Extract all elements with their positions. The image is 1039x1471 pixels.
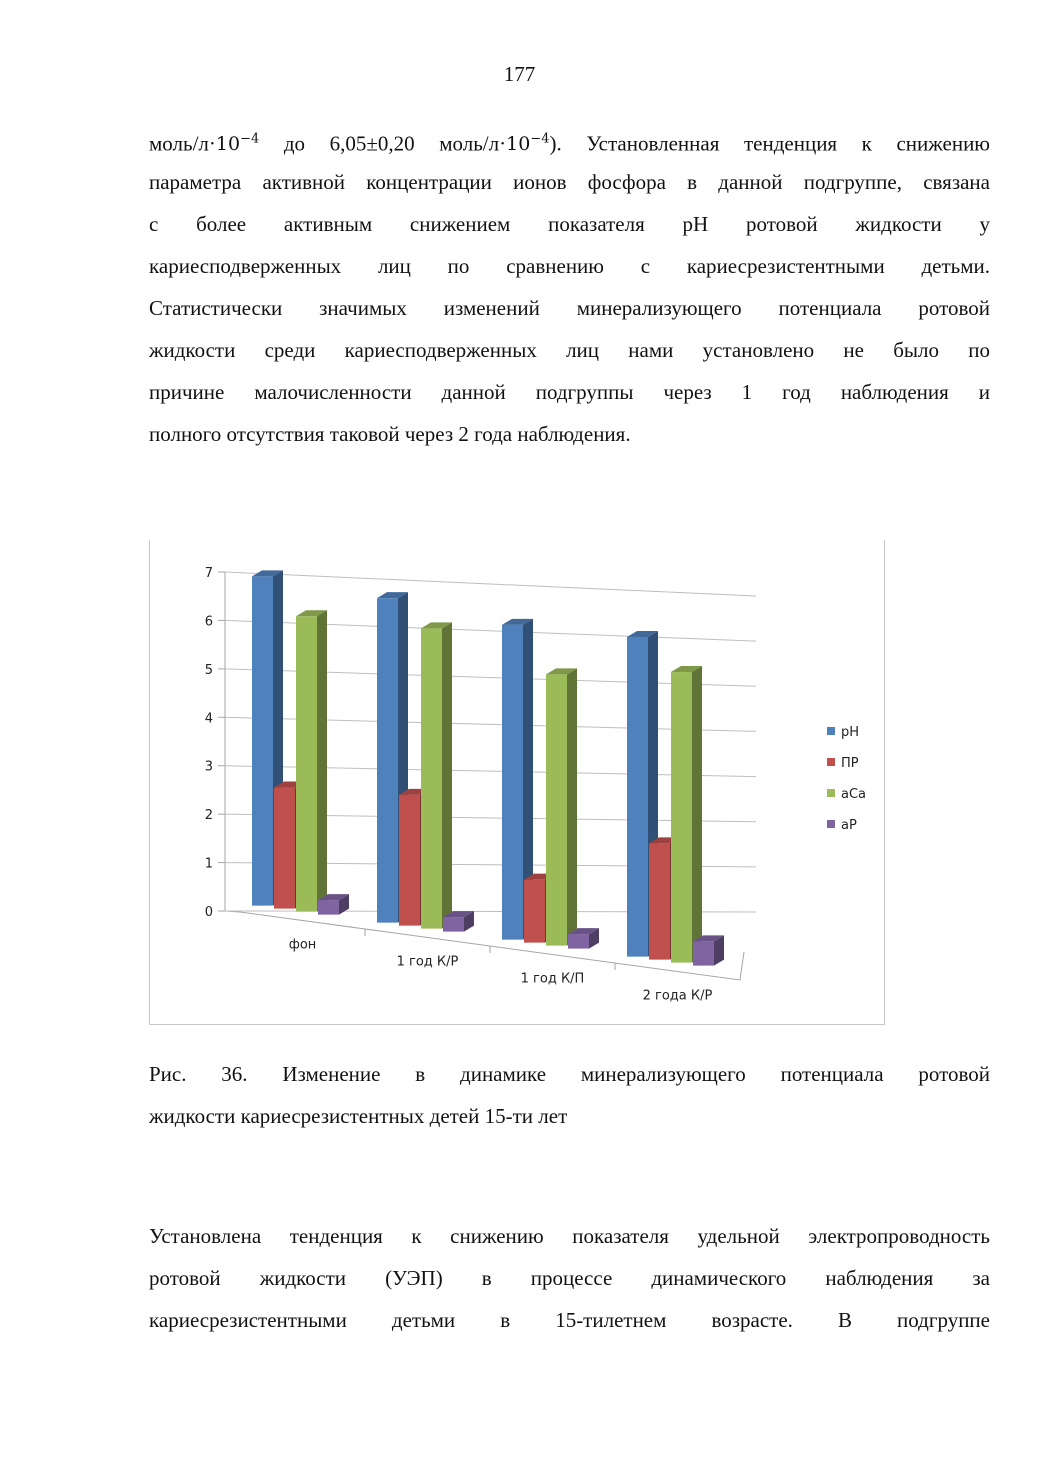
chart-container <box>149 540 885 1025</box>
y-tick-label: 7 <box>204 566 213 581</box>
body-paragraph-2 <box>149 1215 990 1341</box>
gridline <box>225 572 756 596</box>
legend-label: aP <box>841 818 857 833</box>
bar <box>421 622 452 928</box>
legend-label: aCa <box>841 787 867 802</box>
bar-front <box>649 843 670 959</box>
text-fragment: ). Установленная тенденция к снижению <box>549 131 990 156</box>
bar-front <box>568 934 589 949</box>
bar-front <box>546 674 567 945</box>
paragraph-line: Установлена тенденция к снижению показателя удельной электропроводность <box>149 1224 990 1248</box>
bar-side <box>567 668 577 945</box>
x-tick-label: 1 год К/Р <box>396 954 459 970</box>
bar-side <box>317 610 327 911</box>
bar-front <box>693 941 714 965</box>
caption-line: жидкости кариесрезистентных детей 15-ти лет <box>149 1104 568 1128</box>
bar-front <box>399 795 420 926</box>
legend-label: ПР <box>841 756 859 771</box>
bar-front <box>318 900 339 915</box>
body-paragraph-1 <box>149 119 990 455</box>
page-number: 177 <box>503 62 536 86</box>
paragraph-line: параметра активной концентрации ионов фосфора в данной подгруппе, связана <box>149 170 990 194</box>
paragraph-line: кариесрезистентными детьми в 15-тилетнем возрасте. В подгруппе <box>149 1308 990 1332</box>
figure-caption <box>149 1053 990 1137</box>
bar-front <box>502 625 523 940</box>
y-tick-label: 2 <box>204 808 213 824</box>
y-tick-label: 3 <box>204 759 213 775</box>
bar-front <box>274 788 295 909</box>
text-fragment: до 6,05±0,20 моль/л· <box>259 131 507 156</box>
paragraph-line: Статистически значимых изменений минерализующего потенциала ротовой <box>149 296 990 320</box>
math-base: 10 <box>506 133 531 156</box>
y-tick-label: 4 <box>204 711 213 727</box>
y-tick-label: 5 <box>204 662 213 678</box>
bar-front <box>377 598 398 922</box>
paragraph-line: жидкости среди кариесподверженных лиц нами установлено не было по <box>149 338 990 362</box>
paragraph-line: ротовой жидкости (УЭП) в процессе динамического наблюдения за <box>149 1266 990 1290</box>
math-exponent: −4 <box>530 132 550 147</box>
y-tick-label: 0 <box>204 905 213 920</box>
legend-label: pH <box>841 725 860 740</box>
y-axis-ticks <box>205 566 213 920</box>
paragraph-line: причине малочисленности данной подгруппы через 1 год наблюдения и <box>149 380 990 404</box>
bar-front <box>443 917 464 932</box>
legend-swatch <box>827 727 835 735</box>
axis-wall <box>225 572 240 912</box>
paragraph-line <box>149 119 990 161</box>
bar <box>693 935 724 965</box>
bar-chart <box>150 540 886 1025</box>
bar-front <box>627 637 648 957</box>
bar-front <box>421 628 442 928</box>
x-tick-label: 2 года К/Р <box>642 988 713 1004</box>
y-tick-label: 6 <box>204 614 213 630</box>
legend-swatch <box>827 758 835 766</box>
chart-legend <box>827 725 866 833</box>
math-power <box>216 133 259 155</box>
bar-side <box>692 666 702 963</box>
legend-swatch <box>827 820 835 828</box>
chart-bars <box>252 570 724 965</box>
bar <box>546 668 577 945</box>
caption-line: Рис. 36. Изменение в динамике минерализующего потенциала ротовой <box>149 1062 990 1086</box>
bar-front <box>671 672 692 963</box>
bar-side <box>442 622 452 928</box>
math-exponent: −4 <box>240 132 260 147</box>
y-tick-label: 1 <box>204 856 213 872</box>
paragraph-line: с более активным снижением показателя pH ротовой жидкости у <box>149 212 990 236</box>
bar-front <box>296 616 317 911</box>
math-power <box>506 133 549 155</box>
paragraph-line: полного отсутствия таковой через 2 года наблюдения. <box>149 422 631 446</box>
x-tick-label: фон <box>288 937 317 953</box>
bar-front <box>524 880 545 943</box>
bar <box>671 666 702 963</box>
bar-front <box>252 576 273 905</box>
math-base: 10 <box>215 133 241 156</box>
bar <box>296 610 327 911</box>
legend-swatch <box>827 789 835 797</box>
x-tick-label: 1 год К/П <box>520 971 585 987</box>
text-fragment: моль/л· <box>149 131 216 156</box>
paragraph-line: кариесподверженных лиц по сравнению с кариесрезистентными детьми. <box>149 254 990 278</box>
